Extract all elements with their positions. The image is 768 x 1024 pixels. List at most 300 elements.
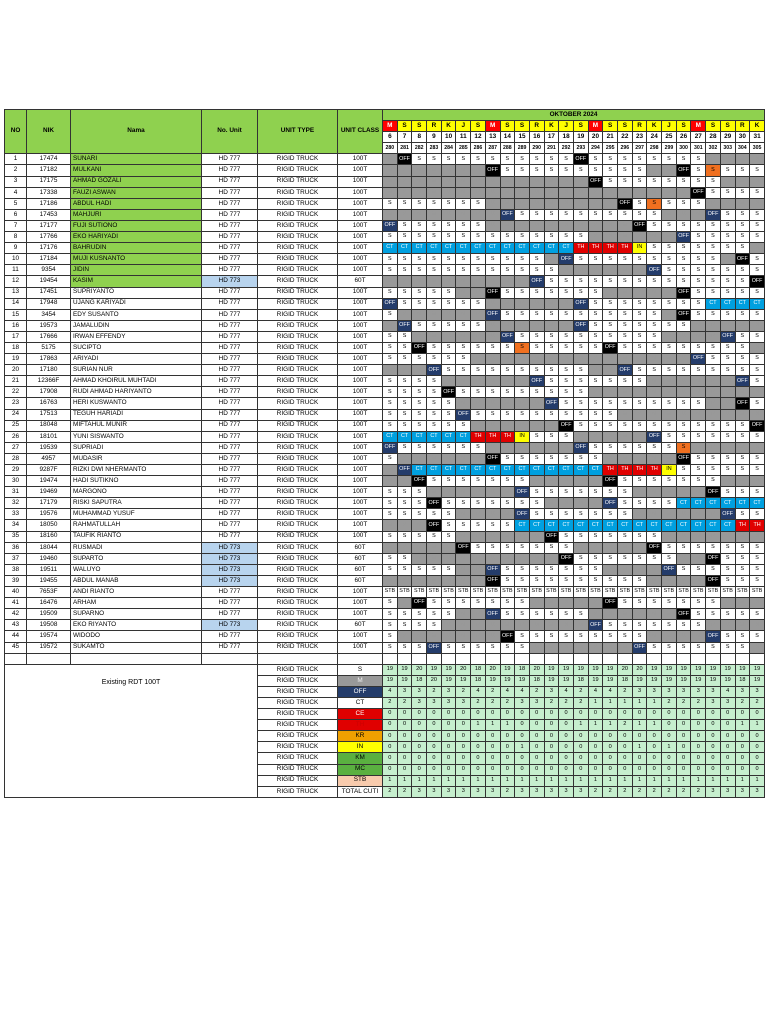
- empty-cell: [485, 653, 500, 664]
- shift-cell: M: [544, 176, 559, 187]
- shift-cell: OFF: [735, 376, 750, 387]
- empty-cell: [471, 653, 486, 664]
- cell-no: 16: [5, 320, 27, 331]
- shift-cell: OFF: [588, 620, 603, 631]
- shift-cell: S: [618, 154, 633, 165]
- shift-cell: M: [456, 631, 471, 642]
- summary-count: 2: [456, 686, 471, 697]
- cell-nik: 19455: [27, 575, 71, 586]
- shift-cell: M: [383, 542, 398, 553]
- cell-no: 31: [5, 487, 27, 498]
- table-row: [5, 276, 765, 287]
- shift-cell: CT: [427, 243, 442, 254]
- shift-cell: S: [544, 232, 559, 243]
- cell-no: 21: [5, 376, 27, 387]
- summary-count: 0: [515, 709, 530, 720]
- shift-cell: M: [603, 564, 618, 575]
- empty-cell: [412, 653, 427, 664]
- shift-cell: M: [515, 398, 530, 409]
- shift-cell: S: [383, 398, 398, 409]
- cell-no: 7: [5, 220, 27, 231]
- cell-unit-class: 100T: [338, 198, 383, 209]
- shift-cell: M: [632, 287, 647, 298]
- shift-cell: S: [603, 276, 618, 287]
- shift-cell: S: [500, 365, 515, 376]
- cell-no: 40: [5, 587, 27, 598]
- shift-cell: S: [720, 265, 735, 276]
- cell-unit-class: 100T: [338, 309, 383, 320]
- shift-cell: M: [412, 575, 427, 586]
- shift-cell: M: [647, 232, 662, 243]
- shift-cell: M: [573, 642, 588, 653]
- summary-count: 18: [412, 675, 427, 686]
- summary-count: 1: [632, 697, 647, 708]
- summary-count: 0: [662, 709, 677, 720]
- summary-count: 0: [603, 764, 618, 775]
- shift-cell: M: [397, 631, 412, 642]
- shift-cell: S: [691, 254, 706, 265]
- shift-cell: S: [412, 398, 427, 409]
- shift-cell: TH: [603, 243, 618, 254]
- shift-cell: M: [559, 176, 574, 187]
- summary-count: 2: [397, 697, 412, 708]
- shift-cell: M: [515, 220, 530, 231]
- shift-cell: S: [383, 453, 398, 464]
- summary-count: 0: [544, 753, 559, 764]
- shift-cell: M: [603, 453, 618, 464]
- shift-cell: S: [706, 609, 721, 620]
- cell-unit-type: RIGID TRUCK: [258, 176, 338, 187]
- cell-unit-class: 60T: [338, 276, 383, 287]
- cell-nama: FUJI SUTIONO: [71, 220, 202, 231]
- shift-cell: S: [720, 542, 735, 553]
- day-code: 293: [573, 143, 588, 154]
- summary-count: 2: [383, 786, 398, 797]
- shift-cell: STB: [515, 587, 530, 598]
- shift-cell: S: [383, 232, 398, 243]
- summary-count: 3: [456, 697, 471, 708]
- shift-cell: CT: [456, 431, 471, 442]
- summary-count: 0: [706, 764, 721, 775]
- shift-cell: S: [441, 298, 456, 309]
- shift-cell: OFF: [456, 542, 471, 553]
- shift-cell: S: [412, 487, 427, 498]
- summary-count: 0: [427, 742, 442, 753]
- summary-label: IN: [338, 742, 383, 753]
- summary-count: 0: [676, 764, 691, 775]
- shift-cell: S: [676, 598, 691, 609]
- cell-nama: JIDIN: [71, 265, 202, 276]
- shift-cell: S: [441, 265, 456, 276]
- cell-unit: HD 773: [202, 575, 258, 586]
- shift-cell: M: [441, 575, 456, 586]
- summary-count: 3: [412, 786, 427, 797]
- shift-cell: OFF: [383, 220, 398, 231]
- day-number: 12: [471, 132, 486, 143]
- shift-cell: STB: [603, 587, 618, 598]
- shift-cell: M: [559, 320, 574, 331]
- summary-count: 4: [515, 686, 530, 697]
- summary-count: 0: [544, 720, 559, 731]
- shift-cell: S: [750, 354, 765, 365]
- cell-unit: HD 773: [202, 542, 258, 553]
- shift-cell: M: [573, 187, 588, 198]
- shift-cell: M: [427, 331, 442, 342]
- summary-count: 0: [691, 720, 706, 731]
- shift-cell: CT: [662, 520, 677, 531]
- shift-cell: S: [618, 320, 633, 331]
- shift-cell: S: [500, 598, 515, 609]
- cell-unit-type: RIGID TRUCK: [258, 232, 338, 243]
- shift-cell: M: [603, 431, 618, 442]
- cell-unit-class: 100T: [338, 342, 383, 353]
- shift-cell: CT: [427, 465, 442, 476]
- shift-cell: S: [676, 420, 691, 431]
- day-letter: K: [647, 121, 662, 132]
- shift-cell: S: [471, 220, 486, 231]
- summary-count: 0: [485, 764, 500, 775]
- summary-count: 19: [647, 664, 662, 675]
- summary-count: 3: [397, 686, 412, 697]
- shift-cell: M: [632, 387, 647, 398]
- summary-count: 0: [471, 731, 486, 742]
- cell-nama: MULKANI: [71, 165, 202, 176]
- shift-cell: S: [485, 387, 500, 398]
- cell-unit-class: 100T: [338, 243, 383, 254]
- day-number: 17: [544, 132, 559, 143]
- shift-cell: S: [691, 276, 706, 287]
- cell-unit-type: RIGID TRUCK: [258, 631, 338, 642]
- shift-cell: CT: [647, 520, 662, 531]
- shift-cell: S: [632, 553, 647, 564]
- shift-cell: M: [529, 620, 544, 631]
- shift-cell: M: [397, 520, 412, 531]
- empty-cell: [456, 653, 471, 664]
- shift-cell: S: [735, 232, 750, 243]
- shift-cell: S: [735, 487, 750, 498]
- day-letter: S: [618, 121, 633, 132]
- cell-no: 19: [5, 354, 27, 365]
- summary-count: 20: [618, 664, 633, 675]
- shift-cell: M: [383, 276, 398, 287]
- shift-cell: M: [471, 609, 486, 620]
- shift-cell: S: [573, 564, 588, 575]
- shift-cell: STB: [383, 587, 398, 598]
- shift-cell: M: [573, 176, 588, 187]
- shift-cell: S: [515, 631, 530, 642]
- summary-count: 19: [603, 675, 618, 686]
- cell-unit-type: RIGID TRUCK: [258, 609, 338, 620]
- summary-count: 3: [485, 786, 500, 797]
- shift-cell: S: [529, 154, 544, 165]
- shift-cell: OFF: [750, 276, 765, 287]
- shift-cell: M: [441, 276, 456, 287]
- cell-unit-class: 60T: [338, 564, 383, 575]
- shift-cell: M: [720, 398, 735, 409]
- shift-cell: M: [647, 487, 662, 498]
- summary-count: 0: [735, 731, 750, 742]
- cell-unit-class: 100T: [338, 298, 383, 309]
- shift-cell: S: [603, 575, 618, 586]
- shift-cell: STB: [544, 587, 559, 598]
- cell-unit-type: RIGID TRUCK: [258, 220, 338, 231]
- shift-cell: S: [632, 620, 647, 631]
- cell-nama: MARGONO: [71, 487, 202, 498]
- shift-cell: S: [735, 287, 750, 298]
- summary-unit-type: RIGID TRUCK: [258, 786, 338, 797]
- shift-cell: S: [441, 287, 456, 298]
- summary-count: 0: [706, 731, 721, 742]
- shift-cell: S: [676, 398, 691, 409]
- shift-cell: S: [588, 453, 603, 464]
- shift-cell: M: [676, 387, 691, 398]
- shift-cell: M: [544, 498, 559, 509]
- shift-cell: S: [427, 254, 442, 265]
- summary-count: 0: [427, 731, 442, 742]
- shift-cell: S: [676, 254, 691, 265]
- cell-nama: BAHRUDIN: [71, 243, 202, 254]
- summary-count: 0: [441, 753, 456, 764]
- summary-label: KM: [338, 753, 383, 764]
- shift-cell: S: [603, 331, 618, 342]
- shift-cell: S: [735, 309, 750, 320]
- shift-cell: S: [456, 198, 471, 209]
- shift-cell: S: [632, 365, 647, 376]
- summary-unit-type: RIGID TRUCK: [258, 775, 338, 786]
- summary-count: 2: [691, 697, 706, 708]
- shift-cell: OFF: [515, 487, 530, 498]
- cell-nama: ABDUL HADI: [71, 198, 202, 209]
- shift-cell: S: [573, 342, 588, 353]
- shift-cell: S: [427, 442, 442, 453]
- shift-cell: S: [500, 342, 515, 353]
- shift-cell: S: [412, 531, 427, 542]
- shift-cell: S: [412, 254, 427, 265]
- shift-cell: OFF: [603, 498, 618, 509]
- table-row: [5, 631, 765, 642]
- shift-cell: M: [485, 620, 500, 631]
- shift-cell: S: [676, 176, 691, 187]
- shift-cell: S: [720, 342, 735, 353]
- cell-nama: YUNI SISWANTO: [71, 431, 202, 442]
- cell-nama: MIFTAHUL MUNIR: [71, 420, 202, 431]
- empty-cell: [676, 653, 691, 664]
- shift-cell: M: [529, 553, 544, 564]
- shift-cell: OFF: [662, 564, 677, 575]
- cell-unit-class: 100T: [338, 476, 383, 487]
- shift-cell: S: [603, 553, 618, 564]
- day-code: 294: [588, 143, 603, 154]
- summary-count: 1: [647, 775, 662, 786]
- table-row: [5, 542, 765, 553]
- shift-cell: S: [427, 232, 442, 243]
- shift-cell: M: [735, 198, 750, 209]
- shift-cell: M: [706, 531, 721, 542]
- shift-cell: TH: [603, 465, 618, 476]
- summary-count: 0: [618, 742, 633, 753]
- cell-no: 45: [5, 642, 27, 653]
- shift-cell: M: [485, 198, 500, 209]
- shift-cell: S: [544, 387, 559, 398]
- shift-cell: CT: [456, 243, 471, 254]
- shift-cell: S: [456, 320, 471, 331]
- shift-cell: M: [647, 631, 662, 642]
- shift-cell: S: [691, 598, 706, 609]
- shift-cell: M: [383, 365, 398, 376]
- shift-cell: S: [662, 254, 677, 265]
- summary-count: 0: [676, 731, 691, 742]
- cell-unit-type: RIGID TRUCK: [258, 420, 338, 431]
- summary-count: 3: [750, 686, 765, 697]
- shift-cell: S: [706, 276, 721, 287]
- shift-cell: S: [500, 564, 515, 575]
- empty-cell: [618, 653, 633, 664]
- shift-cell: M: [515, 276, 530, 287]
- table-row: [5, 465, 765, 476]
- summary-label: TOTAL CUTI: [338, 786, 383, 797]
- shift-cell: S: [647, 498, 662, 509]
- shift-cell: S: [647, 176, 662, 187]
- shift-cell: S: [691, 298, 706, 309]
- shift-cell: M: [544, 420, 559, 431]
- shift-cell: S: [720, 420, 735, 431]
- shift-cell: M: [500, 442, 515, 453]
- shift-cell: M: [471, 276, 486, 287]
- summary-count: 1: [750, 775, 765, 786]
- shift-cell: OFF: [706, 575, 721, 586]
- summary-count: 1: [471, 775, 486, 786]
- cell-nama: HERI KUSWANTO: [71, 398, 202, 409]
- cell-unit-type: RIGID TRUCK: [258, 320, 338, 331]
- shift-cell: STB: [647, 587, 662, 598]
- summary-count: 19: [647, 675, 662, 686]
- shift-cell: S: [485, 409, 500, 420]
- day-code: 288: [500, 143, 515, 154]
- shift-cell: M: [720, 176, 735, 187]
- shift-cell: S: [676, 154, 691, 165]
- shift-cell: S: [544, 331, 559, 342]
- shift-cell: OFF: [500, 209, 515, 220]
- shift-cell: M: [588, 642, 603, 653]
- cell-unit: HD 777: [202, 420, 258, 431]
- shift-cell: S: [397, 442, 412, 453]
- summary-count: 0: [456, 753, 471, 764]
- shift-cell: M: [412, 176, 427, 187]
- shift-cell: S: [544, 575, 559, 586]
- summary-count: 2: [573, 686, 588, 697]
- shift-cell: TH: [618, 465, 633, 476]
- summary-count: 1: [529, 775, 544, 786]
- shift-cell: S: [720, 232, 735, 243]
- cell-no: 11: [5, 265, 27, 276]
- shift-cell: M: [441, 620, 456, 631]
- shift-cell: STB: [500, 587, 515, 598]
- shift-cell: OFF: [427, 498, 442, 509]
- shift-cell: M: [706, 320, 721, 331]
- empty-cell: [500, 653, 515, 664]
- shift-cell: S: [691, 453, 706, 464]
- shift-cell: S: [706, 476, 721, 487]
- shift-cell: TH: [471, 431, 486, 442]
- shift-cell: M: [383, 320, 398, 331]
- summary-count: 2: [427, 686, 442, 697]
- shift-cell: S: [544, 609, 559, 620]
- shift-cell: S: [706, 309, 721, 320]
- summary-count: 19: [456, 675, 471, 686]
- summary-count: 1: [603, 697, 618, 708]
- summary-count: 0: [588, 753, 603, 764]
- summary-count: 1: [427, 775, 442, 786]
- summary-count: 0: [720, 753, 735, 764]
- shift-cell: S: [662, 553, 677, 564]
- shift-cell: STB: [735, 587, 750, 598]
- cell-unit-class: 100T: [338, 354, 383, 365]
- shift-cell: M: [647, 354, 662, 365]
- shift-cell: M: [471, 509, 486, 520]
- cell-unit: HD 777: [202, 476, 258, 487]
- shift-cell: S: [632, 276, 647, 287]
- shift-cell: S: [632, 498, 647, 509]
- shift-cell: M: [662, 187, 677, 198]
- shift-cell: STB: [427, 587, 442, 598]
- summary-count: 0: [750, 731, 765, 742]
- shift-cell: S: [735, 564, 750, 575]
- shift-cell: M: [397, 276, 412, 287]
- shift-cell: M: [515, 320, 530, 331]
- cell-nik: 17175: [27, 176, 71, 187]
- shift-cell: S: [529, 431, 544, 442]
- shift-cell: M: [559, 354, 574, 365]
- shift-cell: STB: [397, 587, 412, 598]
- shift-cell: S: [397, 354, 412, 365]
- shift-cell: S: [383, 254, 398, 265]
- shift-cell: S: [588, 376, 603, 387]
- cell-unit-type: RIGID TRUCK: [258, 342, 338, 353]
- shift-cell: S: [676, 320, 691, 331]
- shift-cell: M: [632, 232, 647, 243]
- shift-cell: OFF: [647, 542, 662, 553]
- day-code: 299: [662, 143, 677, 154]
- shift-cell: OFF: [383, 298, 398, 309]
- summary-count: 1: [588, 697, 603, 708]
- shift-cell: S: [471, 198, 486, 209]
- summary-count: 19: [676, 675, 691, 686]
- summary-count: 0: [720, 764, 735, 775]
- shift-cell: S: [750, 331, 765, 342]
- shift-cell: S: [735, 420, 750, 431]
- shift-cell: M: [500, 176, 515, 187]
- shift-cell: OFF: [397, 154, 412, 165]
- shift-cell: M: [573, 354, 588, 365]
- table-row: [5, 243, 765, 254]
- shift-cell: M: [471, 553, 486, 564]
- summary-count: 1: [441, 775, 456, 786]
- summary-count: 1: [632, 742, 647, 753]
- shift-cell: S: [618, 342, 633, 353]
- table-row: [5, 531, 765, 542]
- summary-count: 0: [632, 709, 647, 720]
- table-row: [5, 509, 765, 520]
- shift-cell: OFF: [544, 531, 559, 542]
- shift-cell: S: [471, 154, 486, 165]
- shift-cell: OFF: [706, 631, 721, 642]
- shift-cell: OFF: [750, 420, 765, 431]
- summary-count: 0: [500, 764, 515, 775]
- summary-count: 1: [500, 720, 515, 731]
- shift-cell: OFF: [676, 453, 691, 464]
- shift-cell: M: [456, 609, 471, 620]
- shift-cell: S: [706, 187, 721, 198]
